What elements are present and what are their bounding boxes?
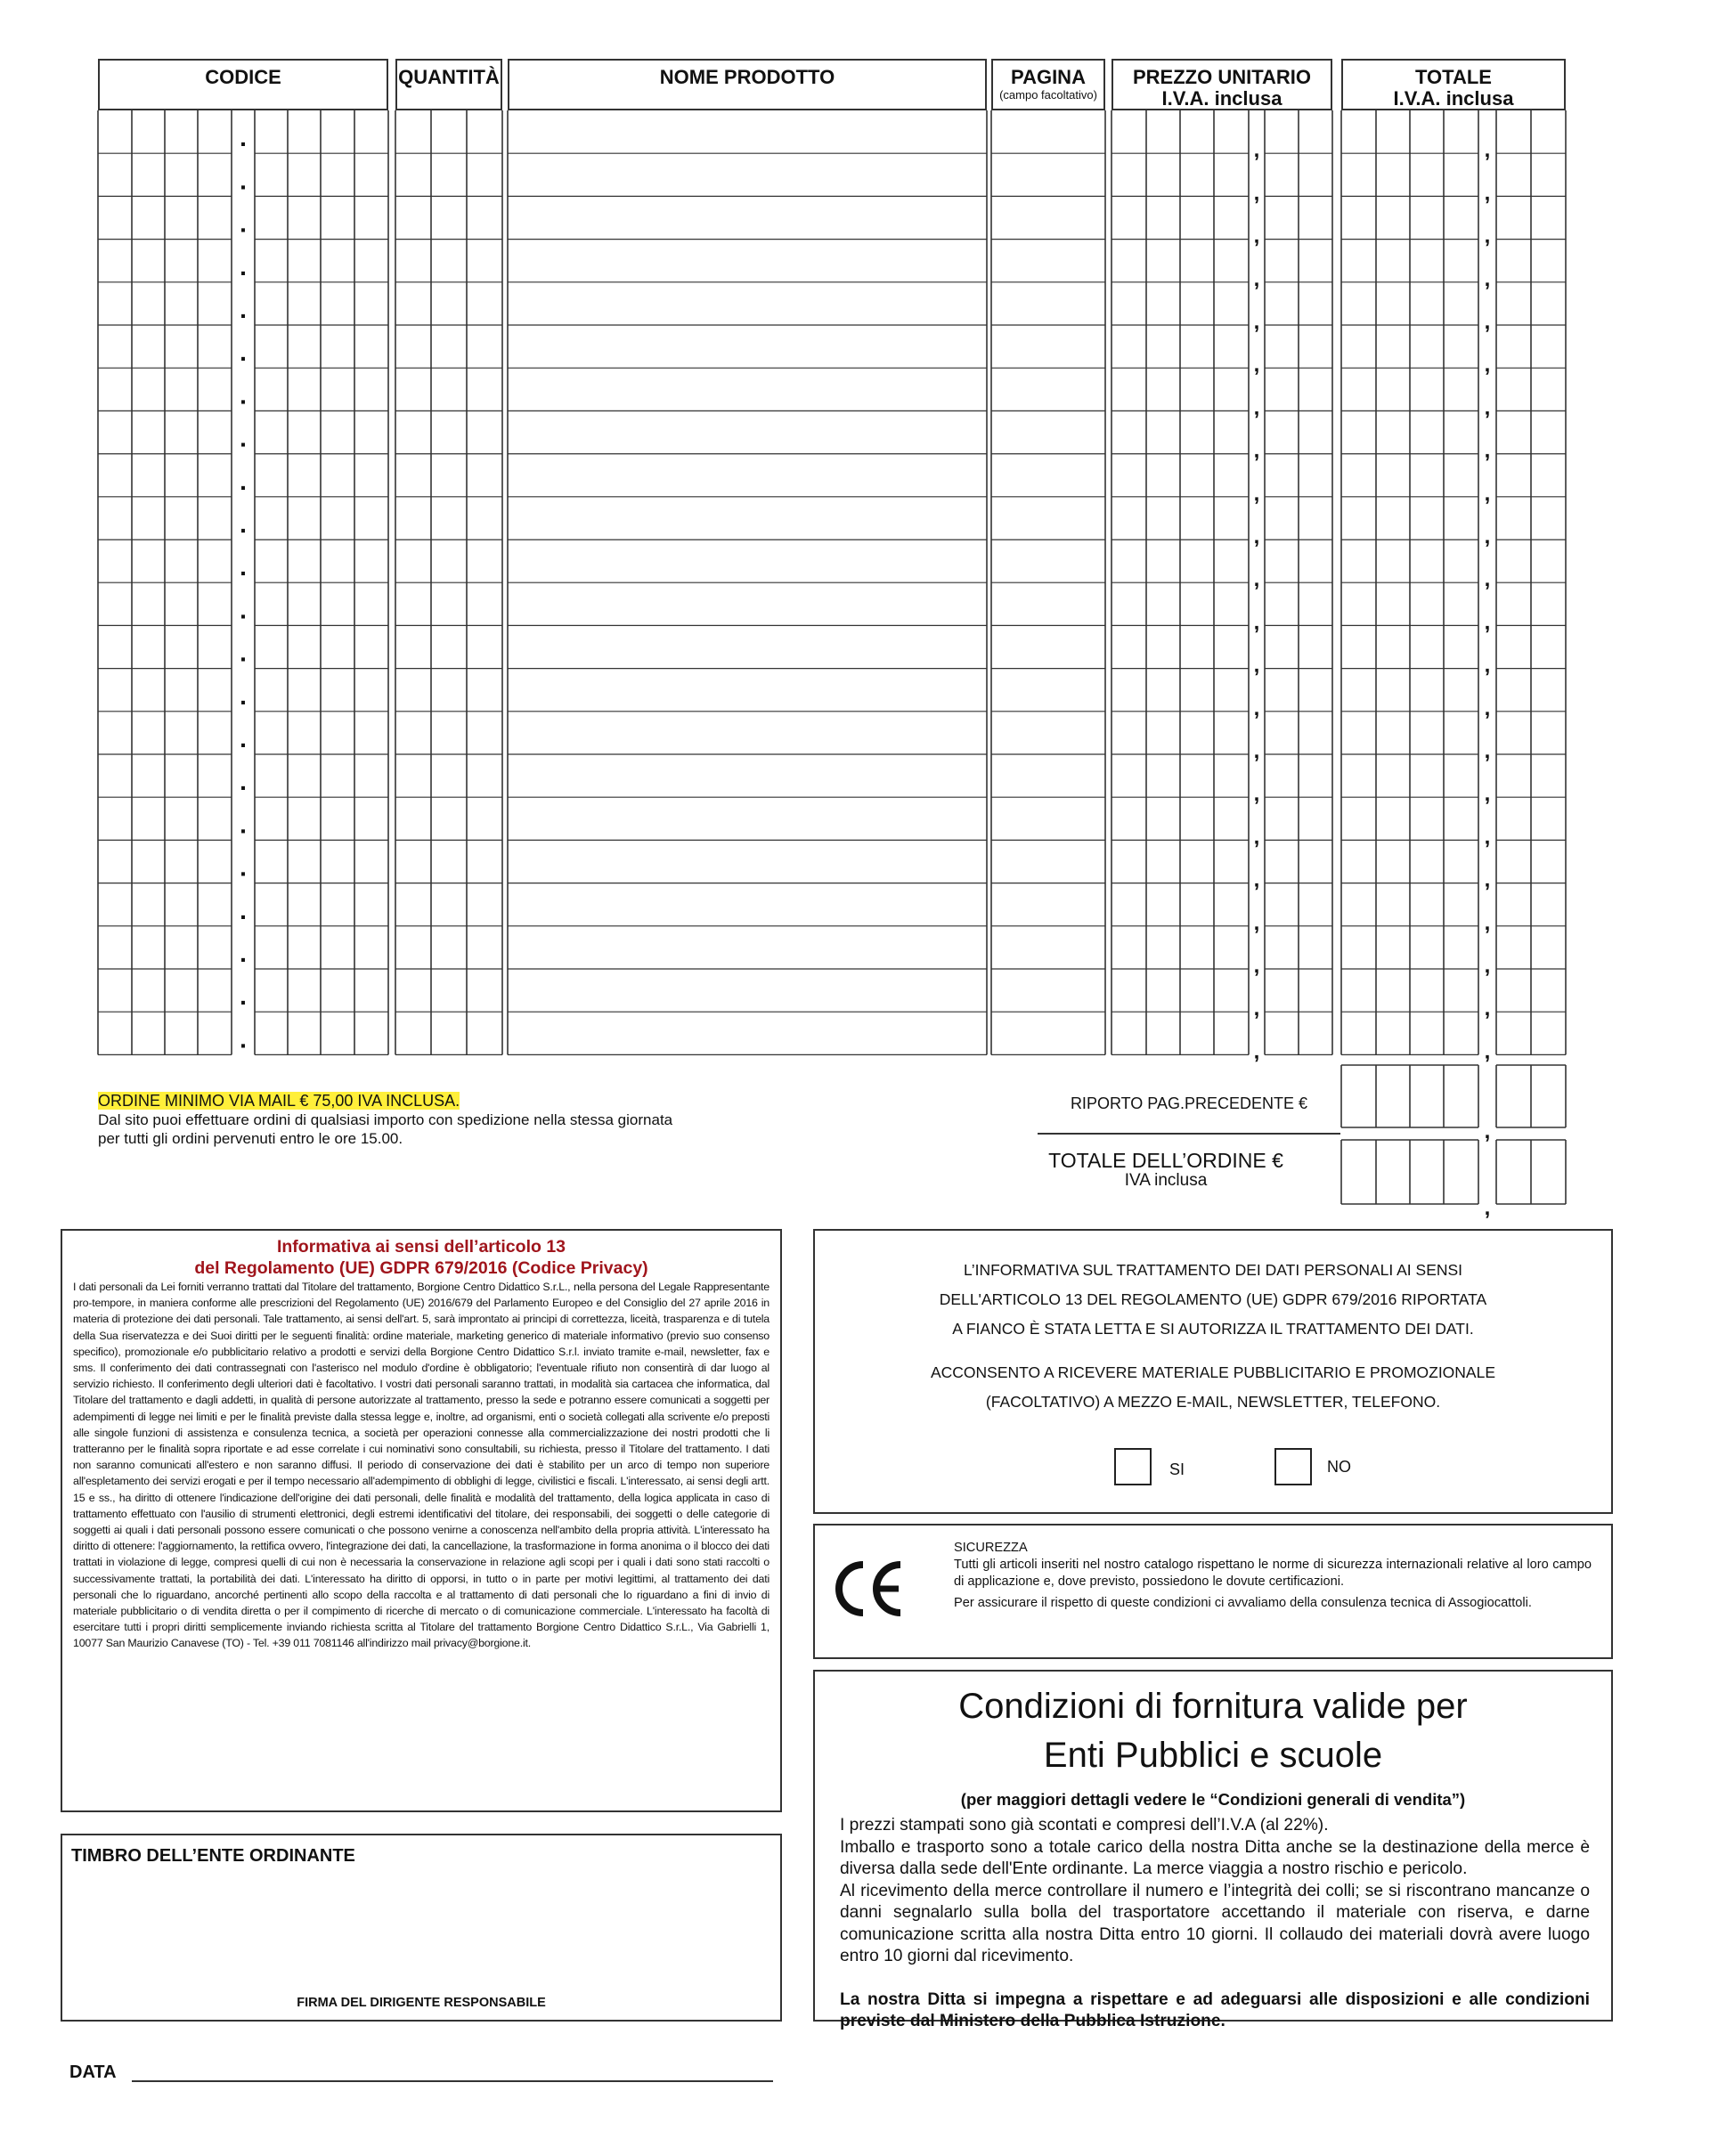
stamp-box[interactable]: [61, 1834, 782, 2022]
total-box-comma-ordine: ,: [1484, 1196, 1491, 1220]
price-comma: ,: [1253, 1039, 1260, 1064]
total-comma: ,: [1484, 181, 1491, 206]
consent-si-label: SI: [1169, 1460, 1185, 1478]
price-comma: ,: [1253, 438, 1260, 463]
price-comma: ,: [1253, 610, 1260, 635]
riporto-label: RIPORTO PAG.PRECEDENTE €: [1070, 1094, 1307, 1112]
code-dot: .: [240, 810, 247, 839]
conditions-box: [813, 1670, 1613, 2030]
code-dot: .: [240, 510, 247, 538]
price-comma: ,: [1253, 266, 1260, 291]
privacy-title-line1: Informativa ai sensi dell’articolo 13: [276, 1237, 566, 1257]
price-comma: ,: [1253, 567, 1260, 592]
conditions-p3: Al ricevimento della merce controllare il numero e l’integrità dei colli; se si riscontrano mancanze o danni segnalarlo sulla bolla del trasportatore accettando il materiale con riserva, e darne comunicazione scritta alla nostra Ditta entro 10 giorni. Il collaudo dei materiali dovrà avere luogo entro 10 giorni dal ricevimento.: [840, 1881, 1590, 1965]
code-dot: .: [240, 124, 247, 152]
conditions-p2: Imballo e trasporto sono a totale carico della nostra Ditta anche se la destinazione della merce è diversa dalla sede dell'Ente ordinante. La merce viaggia a nostro rischio e pericolo.: [840, 1837, 1590, 1878]
totale-ordine-iva: IVA inclusa: [1124, 1171, 1208, 1190]
price-comma: ,: [1253, 997, 1260, 1021]
price-comma: ,: [1253, 739, 1260, 763]
code-dot: .: [240, 596, 247, 624]
total-comma: ,: [1484, 438, 1491, 463]
consent-line2: DELL'ARTICOLO 13 DEL REGOLAMENTO (UE) GDPR 679/2016 RIPORTATA: [939, 1290, 1487, 1308]
code-dot: .: [240, 338, 247, 367]
ce-mark-icon: [833, 1558, 906, 1620]
consent-line1: L’INFORMATIVA SUL TRATTAMENTO DEI DATI PERSONALI AI SENSI: [963, 1261, 1463, 1279]
conditions-p4: La nostra Ditta si impegna a rispettare e ad adeguarsi alle disposizioni e alle condizioni previste dal Ministero della Pubblica Istruzione.: [840, 1989, 1590, 2030]
header-pagina-note: (campo facoltativo): [999, 88, 1097, 102]
code-dot: .: [240, 296, 247, 323]
code-dot: .: [240, 467, 247, 495]
consent-line4: ACCONSENTO A RICEVERE MATERIALE PUBBLICITARIO E PROMOZIONALE: [930, 1363, 1496, 1381]
conditions-subtitle: (per maggiori dettagli vedere le “Condizioni generali di vendita”): [960, 1790, 1466, 1809]
total-comma: ,: [1484, 266, 1491, 291]
safety-box: [813, 1524, 1613, 1659]
code-dot: .: [240, 1025, 247, 1054]
header-pagina-label: PAGINA: [1011, 66, 1086, 88]
safety-text1: Tutti gli articoli inseriti nel nostro catalogo rispettano le norme di sicurezza internazionali relative al loro campo di applicazione e, dove previsto, possiedono le dovute certificazioni.: [954, 1558, 1592, 1589]
total-comma: ,: [1484, 610, 1491, 635]
stamp-title: TIMBRO DELL’ENTE ORDINANTE: [71, 1846, 355, 1866]
code-dot: .: [240, 940, 247, 967]
conditions-title: [815, 1682, 1611, 1780]
price-comma: ,: [1253, 310, 1260, 334]
code-dot: .: [240, 896, 247, 924]
total-comma: ,: [1484, 1039, 1491, 1064]
total-comma: ,: [1484, 353, 1491, 378]
header-prezzo-unitario-label: PREZZO UNITARIO: [1132, 66, 1312, 88]
total-comma: ,: [1484, 224, 1491, 248]
header-prezzo-unitario-note: I.V.A. inclusa: [1161, 87, 1282, 110]
date-label: DATA: [69, 2062, 117, 2082]
code-dot: .: [240, 252, 247, 281]
total-comma: ,: [1484, 782, 1491, 807]
total-comma: ,: [1484, 395, 1491, 420]
price-comma: ,: [1253, 181, 1260, 206]
consent-no-label: NO: [1327, 1458, 1351, 1476]
price-comma: ,: [1253, 867, 1260, 892]
consent-line3: A FIANCO È STATA LETTA E SI AUTORIZZA IL TRATTAMENTO DEI DATI.: [952, 1320, 1474, 1338]
order-minimum-line2: per tutti gli ordini pervenuti entro le ore 15.00.: [98, 1130, 403, 1147]
total-comma: ,: [1484, 567, 1491, 592]
total-comma: ,: [1484, 825, 1491, 850]
code-dot: .: [240, 681, 247, 710]
header-nome-prodotto-label: NOME PRODOTTO: [659, 66, 835, 88]
privacy-box: [61, 1229, 782, 1812]
price-comma: ,: [1253, 910, 1260, 935]
code-dot: .: [240, 209, 247, 238]
price-comma: ,: [1253, 138, 1260, 163]
safety-text2: Per assicurare il rispetto di queste condizioni ci avvaliamo della consulenza tecnica di Assogiocattoli.: [954, 1596, 1532, 1610]
total-comma: ,: [1484, 310, 1491, 334]
price-comma: ,: [1253, 954, 1260, 978]
code-dot: .: [240, 853, 247, 882]
riporto-underline: [1038, 1133, 1340, 1135]
total-comma: ,: [1484, 954, 1491, 978]
consent-no-checkbox[interactable]: [1274, 1448, 1312, 1485]
privacy-title-line2: del Regolamento (UE) GDPR 679/2016 (Codice Privacy): [194, 1258, 648, 1278]
total-comma: ,: [1484, 696, 1491, 720]
total-comma: ,: [1484, 481, 1491, 506]
date-line[interactable]: [132, 2080, 773, 2082]
price-comma: ,: [1253, 481, 1260, 506]
total-comma: ,: [1484, 525, 1491, 549]
header-codice-label: CODICE: [205, 66, 281, 88]
totale-ordine-label: [1024, 1149, 1307, 1190]
total-comma: ,: [1484, 138, 1491, 163]
price-comma: ,: [1253, 395, 1260, 420]
header-totale-note: I.V.A. inclusa: [1393, 87, 1514, 110]
code-dot: .: [240, 639, 247, 667]
code-dot: .: [240, 167, 247, 195]
order-minimum: [98, 1092, 775, 1148]
privacy-title: [73, 1236, 770, 1279]
conditions-title-line1: Condizioni di fornitura valide per: [958, 1687, 1468, 1726]
signature-label: FIRMA DEL DIRIGENTE RESPONSABILE: [297, 1996, 546, 2010]
header-quantita-label: QUANTITÀ: [398, 66, 500, 88]
price-comma: ,: [1253, 525, 1260, 549]
safety-text: [954, 1540, 1592, 1612]
code-dot: .: [240, 768, 247, 796]
total-comma: ,: [1484, 910, 1491, 935]
ce-mark-svg: [833, 1558, 906, 1620]
consent-box: [813, 1229, 1613, 1514]
price-comma: ,: [1253, 782, 1260, 807]
privacy-body: I dati personali da Lei forniti verranno trattati dal Titolare del trattamento, Borgione Centro Didattico S.r.L., nella persona del Legale Rappresentante pro-tempore, in maniera conforme alle prescrizioni del Regolamento (UE) 2016/679 del Parlamento Europeo e del Consiglio del 27 aprile 2016 in materia di protezione dei dati personali. Tale trattamento, ai sensi dell'art. 5, sarà improntato ai principi di correttezza, liceità, trasparenza e di tutela della Sua riservatezza e dei Suoi diritti per le seguenti finalità: ordine materiale, marketing generico di materiale informativo (previo suo consenso specifico), promozionale e/o pubblicitario relativo a prodotti e servizi della Borgione Centro Didattico S.r.l. inviato tramite e-mail, newsletter, fax e sms. Il conferimento dei dati contrassegnati con l'asterisco nel modulo d'ordine è obbligatorio; l'eventuale rifiuto non consentirà di dar luogo al servizio richiesto. Il conferimento degli ulteriori dati è facoltativo. I vostri dati personali saranno trattati, in modalità sia cartacea che informatica, dal Titolare del trattamento e dagli addetti, in qualità di persone autorizzate al trattamento, presso la sede e potranno essere comunicati a soggetti per adempimenti di legge nei limiti e per le finalità previste dalla stessa legge e, inoltre, ad organismi, enti o società collegati alla scrivente e/o preposti alle singole funzioni di assistenza e consulenza tecnica, a società per operazioni connesse alla commercializzazione dei nostri prodotti che li tratteranno per le finalità sopra riportate e ad esse correlate i cui nominativi sono consultabili, su richiesta, presso il Titolare del trattamento. I dati non saranno comunicati all'estero e non saranno diffusi. Il periodo di conservazione dei dati è stabilito per un arco di tempo non superiore all'espletamento dei servizi erogati e per il tempo necessario all'adempimento di obblighi di legge, civilistici e fiscali. L'interessato, ai sensi degli artt. 15 e ss., ha diritto di ottenere l'indicazione dell'origine dei dati personali, delle finalità e modalità del trattamento, della logica applicata in caso di trattamento effettuato con l'ausilio di strumenti elettronici, degli estremi identificativi del titolare, dei responsabili, dei soggetti o delle categorie di soggetti ai quali i dati personali possono essere comunicati o che possono venirne a conoscenza nell'ambito della propria attività. L'interessato ha diritto di ottenere: l'aggiornamento, la rettifica ovvero, l'integrazione dei dati, la cancellazione, la trasformazione in forma anonima o il blocco dei dati trattati in violazione di legge, compresi quelli di cui non è necessaria la conservazione in relazione agli scopi per i quali i dati sono stati raccolti o successivamente trattati, la portabilità dei dati. L'interessato ha diritto di opporsi, in tutto o in parte per motivi legittimi, al trattamento dei dati personali che lo riguardano, ancorché pertinenti allo scopo della raccolta e al trattamento di dati personali che lo riguardano a fini di invio di materiale pubblicitario o di vendita diretta o per il compimento di ricerche di mercato o di comunicazione commerciale. L'interessato ha facoltà di esercitare tutti i propri diritti semplicemente inviando richiesta scritta al Titolare del trattamento Borgione Centro Didattico S.r.L., Via Gabrielli 1, 10077 San Maurizio Canavese (TO) - Tel. +39 011 7081146 all'indirizzo mail privacy@borgione.it.: [73, 1281, 770, 1650]
order-minimum-highlight: ORDINE MINIMO VIA MAIL € 75,00 IVA INCLUSA.: [98, 1092, 460, 1110]
price-comma: ,: [1253, 696, 1260, 720]
header-totale-label: TOTALE: [1415, 66, 1492, 88]
total-comma: ,: [1484, 739, 1491, 763]
price-comma: ,: [1253, 224, 1260, 248]
safety-title: SICUREZZA: [954, 1541, 1028, 1555]
total-comma: ,: [1484, 997, 1491, 1021]
total-comma: ,: [1484, 867, 1491, 892]
total-box-comma-riporto: ,: [1484, 1119, 1491, 1143]
total-comma: ,: [1484, 653, 1491, 678]
code-dot: .: [240, 725, 247, 753]
code-dot: .: [240, 553, 247, 582]
consent-text: [815, 1256, 1611, 1417]
price-comma: ,: [1253, 353, 1260, 378]
code-dot: .: [240, 982, 247, 1011]
order-minimum-line1: Dal sito puoi effettuare ordini di qualsiasi importo con spedizione nella stessa giornata: [98, 1111, 673, 1128]
price-comma: ,: [1253, 653, 1260, 678]
consent-si-checkbox[interactable]: [1114, 1448, 1152, 1485]
consent-line5: (FACOLTATIVO) A MEZZO E-MAIL, NEWSLETTER, TELEFONO.: [985, 1393, 1441, 1411]
code-dot: .: [240, 381, 247, 410]
conditions-body: [840, 1815, 1590, 2033]
conditions-p1: I prezzi stampati sono già scontati e compresi dell’I.V.A (al 22%).: [840, 1816, 1329, 1835]
code-dot: .: [240, 424, 247, 452]
totale-ordine-text: TOTALE DELL’ORDINE €: [1048, 1149, 1283, 1172]
conditions-title-line2: Enti Pubblici e scuole: [1043, 1736, 1383, 1775]
price-comma: ,: [1253, 825, 1260, 850]
